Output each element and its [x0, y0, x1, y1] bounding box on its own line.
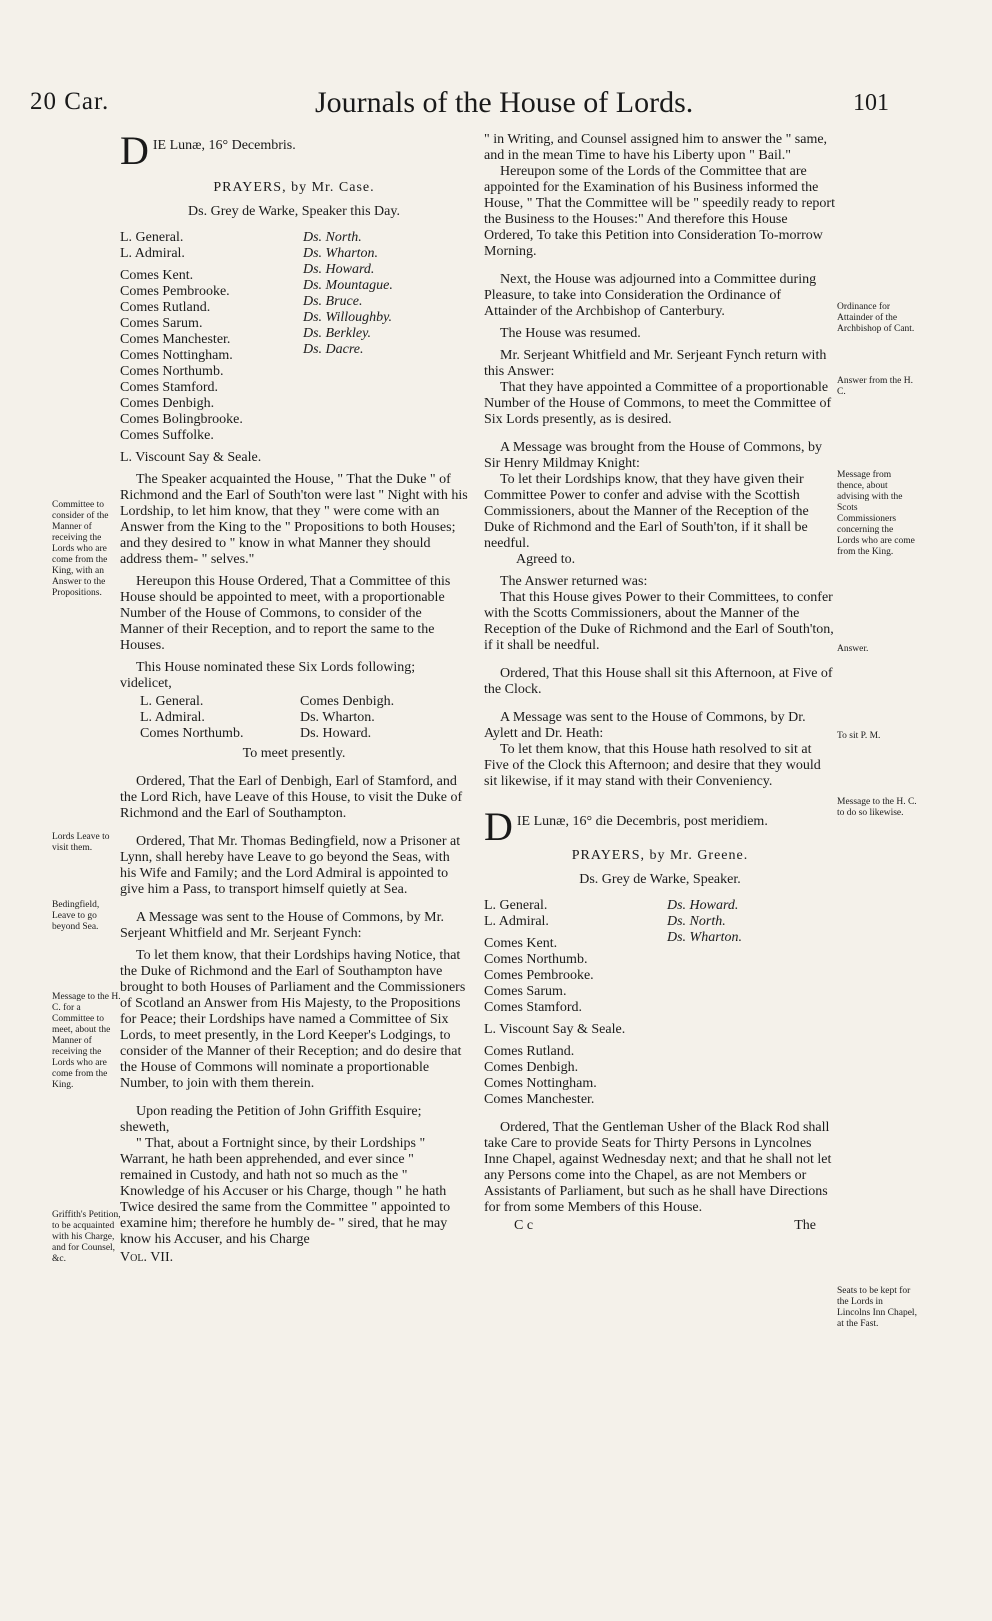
committee-lord-name: L. General. — [140, 694, 204, 709]
committee-lord-name: Ds. Wharton. — [300, 710, 375, 725]
paragraph: Hereupon this House Ordered, That a Committee of this House should be appointed to meet, with a proportionable Number of the House of Commons, to consider of the Manner of their Reception, and to report the same to the Houses. — [120, 574, 451, 653]
margin-note: Griffith's Petition, to be acquainted with his Charge, and for Counsel, &c. — [52, 1210, 121, 1264]
committee-lord-name: Comes Denbigh. — [300, 694, 395, 709]
margin-note: Answer from the H. C. — [837, 376, 913, 397]
attendance-col-1 — [120, 230, 303, 466]
page-title: Journals of the House of Lords. — [315, 86, 694, 119]
paragraph: The Speaker acquainted the House, " That the Duke " of Richmond and the Earl of South'ton were last " Night with his Lordship, to let him know, that they " were come with an Answer from the King to the " Propositions to both Houses; and they desired to " know in what Manner they should address them- " selves." — [120, 472, 468, 567]
margin-note: Lords Leave to visit them. — [52, 832, 110, 853]
signature-mark: C c — [514, 1218, 534, 1233]
attendee-name: Comes Denbigh. — [484, 1060, 579, 1075]
attendee-name: Comes Manchester. — [484, 1092, 595, 1107]
paragraph: The Answer returned was: — [500, 574, 648, 589]
attendee-name: L. Admiral. — [120, 246, 185, 261]
margin-note: Bedingfield, Leave to go beyond Sea. — [52, 900, 100, 932]
paragraph: Next, the House was adjourned into a Committee during Pleasure, to take into Consideration the Ordinance of Attainder of the Archbishop of Canterbury. — [484, 272, 817, 319]
paragraph: A Message was sent to the House of Commons, by Dr. Aylett and Dr. Heath: — [484, 710, 806, 741]
six-lords-list — [120, 694, 468, 742]
attendee-name: Comes Northumb. — [120, 364, 224, 379]
drop-cap: D — [120, 128, 149, 173]
paragraph: A Message was sent to the House of Commons, by Mr. Serjeant Whitfield and Mr. Serjeant Fynch: — [120, 910, 444, 941]
paragraph: Ordered, That this House shall sit this Afternoon, at Five of the Clock. — [484, 666, 833, 697]
attendee-name: Ds. Wharton. — [667, 930, 743, 945]
running-head-left: 20 Car. — [30, 88, 110, 115]
attendee-name: Comes Sarum. — [484, 984, 567, 999]
committee-lord-name: L. Admiral. — [140, 710, 205, 725]
margin-note: Answer. — [837, 644, 869, 654]
attendance2-col-2 — [667, 898, 836, 1108]
attendee-name: Comes Kent. — [120, 268, 194, 283]
attendee-name: L. Admiral. — [484, 914, 549, 929]
paragraph: Ordered, That the Earl of Denbigh, Earl of Stamford, and the Lord Rich, have Leave of this House, to visit the Duke of Richmond and the Earl of Southampton. — [120, 774, 463, 821]
right-column — [484, 132, 836, 1234]
attendee-name: Comes Kent. — [484, 936, 558, 951]
margin-note: Ordinance for Attainder of the Archbishop of Cant. — [837, 302, 915, 334]
margin-note: Message to the H. C. for a Committee to meet, about the Manner of receiving the Lords who are come from the King. — [52, 992, 121, 1090]
prayers-line: PRAYERS, by Mr. Case. — [213, 180, 375, 195]
drop-cap: D — [484, 804, 513, 849]
attendee-name: Ds. Willoughby. — [303, 310, 393, 325]
date-heading-block-2 — [484, 804, 836, 849]
committee-lord-name: Comes Northumb. — [140, 726, 244, 741]
attendee-name: Ds. Dacre. — [303, 342, 364, 357]
paragraph: To let them know, that this House hath resolved to sit at Five of the Clock this Afternoon; and desire that they would sit likewise, if it may stand with their Conveniency. — [484, 742, 821, 789]
attendee-name: Ds. Howard. — [667, 898, 739, 913]
committee-lord-name: Ds. Howard. — [300, 726, 372, 741]
attendee-name: Comes Rutland. — [120, 300, 211, 315]
paragraph: Ordered, That the Gentleman Usher of the Black Rod shall take Care to provide Seats for Thirty Persons in Lyncolnes Inne Chapel, against Wednesday next; and that he shall not let any Persons come into the Chapel, as are not Members or Assistants of Parliament, but such as he shall have Directions for from some Members of this House. — [484, 1120, 832, 1215]
attendee-name: Comes Bolingbrooke. — [120, 412, 243, 427]
attendee-name: Comes Pembrooke. — [484, 968, 594, 983]
attendee-name: L. Viscount Say & Seale. — [120, 450, 262, 465]
attendee-name: Ds. Berkley. — [303, 326, 372, 341]
attendee-name: Comes Suffolke. — [120, 428, 214, 443]
speaker-line-2: Ds. Grey de Warke, Speaker. — [579, 872, 741, 887]
attendance-list-2 — [484, 898, 836, 1108]
paragraph: Mr. Serjeant Whitfield and Mr. Serjeant Fynch return with this Answer: — [484, 348, 827, 379]
attendee-name: Comes Denbigh. — [120, 396, 215, 411]
page-number: 101 — [853, 90, 889, 116]
margin-note: Committee to consider of the Manner of receiving the Lords who are come from the King, with an Answer to the Propositions. — [52, 500, 109, 598]
paragraph: " in Writing, and Counsel assigned him to answer the " same, and in the mean Time to have his Liberty upon " Bail." — [484, 132, 828, 163]
paragraph: That this House gives Power to their Committees, to confer with the Scotts Commissioners, about the Manner of the Reception of the Duke of Richmond and the Earl of South'ton, if it shall be needful. — [484, 590, 834, 653]
attendee-name: Comes Northumb. — [484, 952, 588, 967]
date-heading-2: IE Lunæ, 16° die Decembris, post meridiem. — [516, 814, 768, 829]
volume-signature: Vol. VII. — [120, 1250, 174, 1265]
catchword: The — [794, 1218, 816, 1233]
attendance-list — [120, 230, 468, 466]
attendee-name: Comes Rutland. — [484, 1044, 575, 1059]
date-heading: IE Lunæ, 16° Decembris. — [152, 138, 296, 153]
attendee-name: Comes Nottingham. — [120, 348, 233, 363]
left-column — [120, 128, 468, 1266]
attendee-name: Ds. Mountague. — [303, 278, 393, 293]
attendee-name: Comes Stamford. — [120, 380, 218, 395]
margin-note: To sit P. M. — [837, 731, 881, 741]
paragraph: A Message was brought from the House of Commons, by Sir Henry Mildmay Knight: — [484, 440, 822, 471]
attendee-name: Comes Manchester. — [120, 332, 231, 347]
paragraph: To let their Lordships know, that they have given their Committee Power to confer and advise with the Scottish Commissioners, about the Manner of the Reception of the Duke of Richmond and the Earl of South'ton, if it shall be needful. — [484, 472, 809, 551]
paragraph: This House nominated these Six Lords following; videlicet, — [120, 660, 416, 691]
paragraph: That they have appointed a Committee of a proportionable Number of the House of Commons, to meet the Committee of Six Lords presently, as is desired. — [484, 380, 832, 427]
margin-note: Seats to be kept for the Lords in Lincolns Inn Chapel, at the Fast. — [837, 1286, 917, 1329]
attendee-name: L. General. — [484, 898, 548, 913]
paragraph: Agreed to. — [516, 552, 576, 567]
attendee-name: Comes Stamford. — [484, 1000, 582, 1015]
paragraph: Upon reading the Petition of John Griffith Esquire; sheweth, — [120, 1104, 422, 1135]
date-heading-block — [120, 128, 468, 173]
paragraph: Ordered, That Mr. Thomas Bedingfield, now a Prisoner at Lynn, shall hereby have Leave to go beyond the Seas, with his Wife and Family; and the Lord Admiral is appointed to give him a Pass, to transport himself quietly at Sea. — [120, 834, 461, 897]
attendance2-col-1 — [484, 898, 667, 1108]
attendee-name: Ds. Howard. — [303, 262, 375, 277]
speaker-line: Ds. Grey de Warke, Speaker this Day. — [188, 204, 400, 219]
attendee-name: Ds. Bruce. — [303, 294, 363, 309]
attendee-name: Ds. North. — [303, 230, 362, 245]
margin-note: Message to the H. C. to do so likewise. — [837, 797, 917, 818]
paragraph: The House was resumed. — [500, 326, 641, 341]
paragraph: " That, about a Fortnight since, by their Lordships " Warrant, he hath been apprehended, and ever since " remained in Custody, and hath not so much as the " Knowledge of his Accuser or his Charge, though " he hath Twice desired the same from the Committee " appointed to examine him; therefore he humbly de- " sired, that he may know his Accuser, and his Charge — [120, 1136, 451, 1247]
attendee-name: L. General. — [120, 230, 184, 245]
attendance-col-2 — [303, 230, 468, 466]
paragraph: Hereupon some of the Lords of the Committee that are appointed for the Examination of his Business informed the House, " That the Committee will be " speedily ready to report the Business to the Houses:" And therefore this House Ordered, To take this Petition into Consideration To-morrow Morning. — [484, 164, 835, 259]
attendee-name: Ds. North. — [667, 914, 726, 929]
attendee-name: L. Viscount Say & Seale. — [484, 1022, 626, 1037]
prayers-line-2: PRAYERS, by Mr. Greene. — [571, 848, 749, 863]
attendee-name: Comes Sarum. — [120, 316, 203, 331]
margin-note: Message from thence, about advising with the Scots Commissioners concerning the Lords who are come from the King. — [837, 470, 915, 557]
to-meet-line: To meet presently. — [242, 746, 346, 761]
attendee-name: Comes Nottingham. — [484, 1076, 597, 1091]
attendee-name: Comes Pembrooke. — [120, 284, 230, 299]
paragraph: To let them know, that their Lordships having Notice, that the Duke of Richmond and the Earl of Southampton have brought to both Houses of Parliament and the Commissioners of Scotland an Answer from His Majesty, to the Propositions for Peace; their Lordships have named a Committee of Six Lords, to meet presently, in the Lord Keeper's Lodgings, to consider of the Manner of their Reception; and do desire that the House of Commons will nominate a proportionable Number, to join with them therein. — [120, 948, 466, 1091]
attendee-name: Ds. Wharton. — [303, 246, 379, 261]
